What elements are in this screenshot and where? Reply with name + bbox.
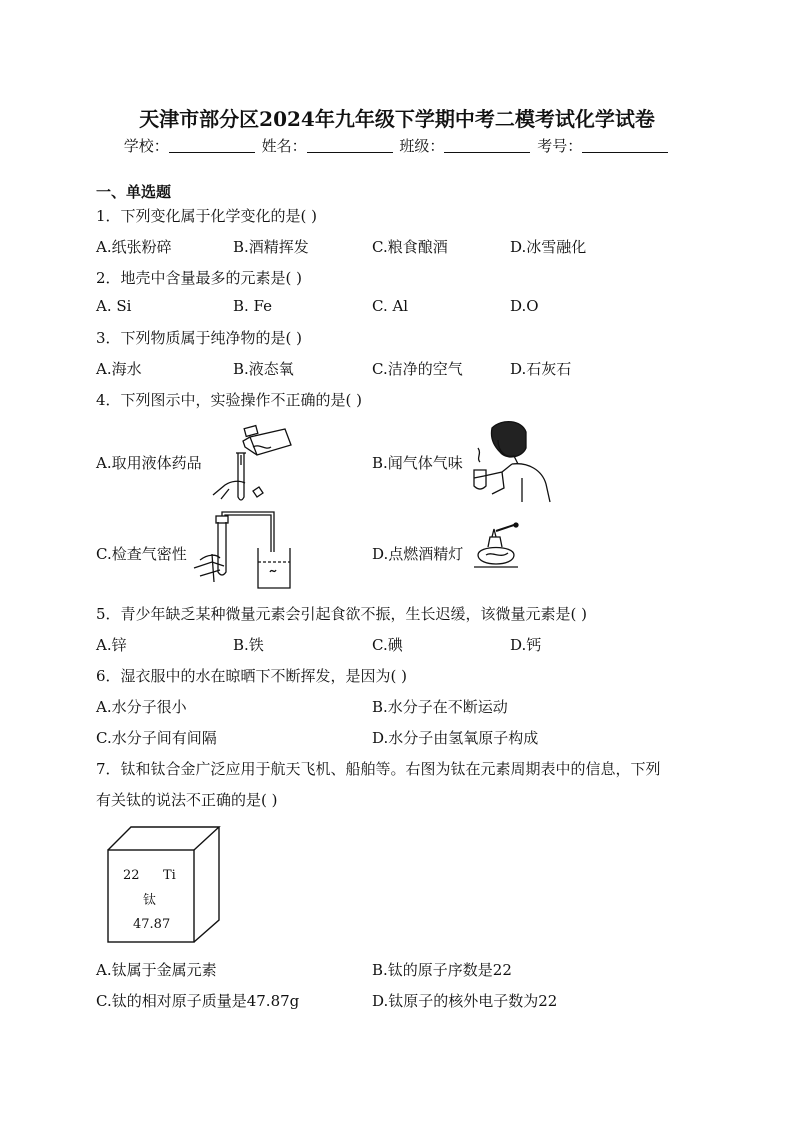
q1-option-a[interactable]: A.纸张粉碎	[96, 238, 172, 256]
school-label: 学校：	[123, 137, 169, 155]
element-atomic-mass: 47.87	[133, 917, 171, 932]
question-2-stem: 2．地壳中含量最多的元素是( )	[96, 269, 303, 287]
class-blank[interactable]	[444, 138, 530, 153]
q3-option-b[interactable]: B.液态氧	[233, 360, 294, 378]
q3-option-c[interactable]: C.洁净的空气	[372, 360, 463, 378]
question-1-stem: 1．下列变化属于化学变化的是( )	[96, 207, 318, 225]
q2-option-c[interactable]: C. Al	[372, 297, 409, 315]
q5-option-d[interactable]: D.钙	[510, 636, 542, 654]
q5-option-c[interactable]: C.碘	[372, 636, 403, 654]
element-name: 钛	[143, 893, 157, 908]
q5-option-a[interactable]: A.锌	[96, 636, 127, 654]
q4-option-a[interactable]: A.取用液体药品	[96, 454, 202, 472]
page-title: 天津市部分区2024年九年级下学期中考二模考试化学试卷	[139, 107, 655, 131]
element-atomic-number: 22	[123, 868, 140, 883]
element-symbol: Ti	[163, 868, 176, 883]
q5-option-b[interactable]: B.铁	[233, 636, 264, 654]
question-4-stem: 4．下列图示中，实验操作不正确的是( )	[96, 391, 363, 409]
q7-option-b[interactable]: B.钛的原子序数是22	[372, 961, 512, 979]
q7-option-c[interactable]: C.钛的相对原子质量是47.87g	[96, 992, 300, 1010]
q4-option-b[interactable]: B.闻气体气味	[372, 454, 463, 472]
q3-option-d[interactable]: D.石灰石	[510, 360, 572, 378]
q7-option-a[interactable]: A.钛属于金属元素	[96, 961, 217, 979]
number-label: 考号：	[537, 137, 583, 155]
q1-option-c[interactable]: C.粮食酿酒	[372, 238, 448, 256]
pour-liquid-illustration	[205, 425, 295, 505]
name-label: 姓名：	[261, 137, 307, 155]
q6-option-d[interactable]: D.水分子由氢氧原子构成	[372, 729, 539, 747]
smell-gas-illustration	[462, 418, 554, 506]
question-7-stem-line2: 有关钛的说法不正确的是( )	[96, 791, 278, 809]
airtightness-check-illustration	[190, 512, 300, 592]
q6-option-a[interactable]: A.水分子很小	[96, 698, 187, 716]
alcohol-lamp-illustration	[468, 525, 524, 577]
section-heading: 一、单选题	[96, 183, 172, 201]
q2-option-b[interactable]: B. Fe	[233, 297, 273, 315]
q6-option-b[interactable]: B.水分子在不断运动	[372, 698, 508, 716]
number-blank[interactable]	[582, 138, 668, 153]
q6-option-c[interactable]: C.水分子间有间隔	[96, 729, 217, 747]
q3-option-a[interactable]: A.海水	[96, 360, 142, 378]
question-3-stem: 3．下列物质属于纯净物的是( )	[96, 329, 303, 347]
student-info-line	[0, 135, 794, 156]
question-5-stem: 5．青少年缺乏某种微量元素会引起食欲不振，生长迟缓，该微量元素是( )	[96, 605, 588, 623]
q4-option-d[interactable]: D.点燃酒精灯	[372, 545, 464, 563]
question-6-stem: 6．湿衣服中的水在晾晒下不断挥发，是因为( )	[96, 667, 408, 685]
q7-option-d[interactable]: D.钛原子的核外电子数为22	[372, 992, 558, 1010]
q4-option-c[interactable]: C.检查气密性	[96, 545, 187, 563]
question-7-stem-line1: 7．钛和钛合金广泛应用于航天飞机、船舶等。右图为钛在元素周期表中的信息，下列	[96, 760, 661, 778]
name-blank[interactable]	[307, 138, 393, 153]
periodic-table-cell	[107, 826, 221, 944]
q2-option-a[interactable]: A. Si	[96, 297, 132, 315]
q1-option-d[interactable]: D.冰雪融化	[510, 238, 587, 256]
school-blank[interactable]	[169, 138, 255, 153]
class-label: 班级：	[399, 137, 445, 155]
q2-option-d[interactable]: D.O	[510, 297, 539, 315]
q1-option-b[interactable]: B.酒精挥发	[233, 238, 309, 256]
